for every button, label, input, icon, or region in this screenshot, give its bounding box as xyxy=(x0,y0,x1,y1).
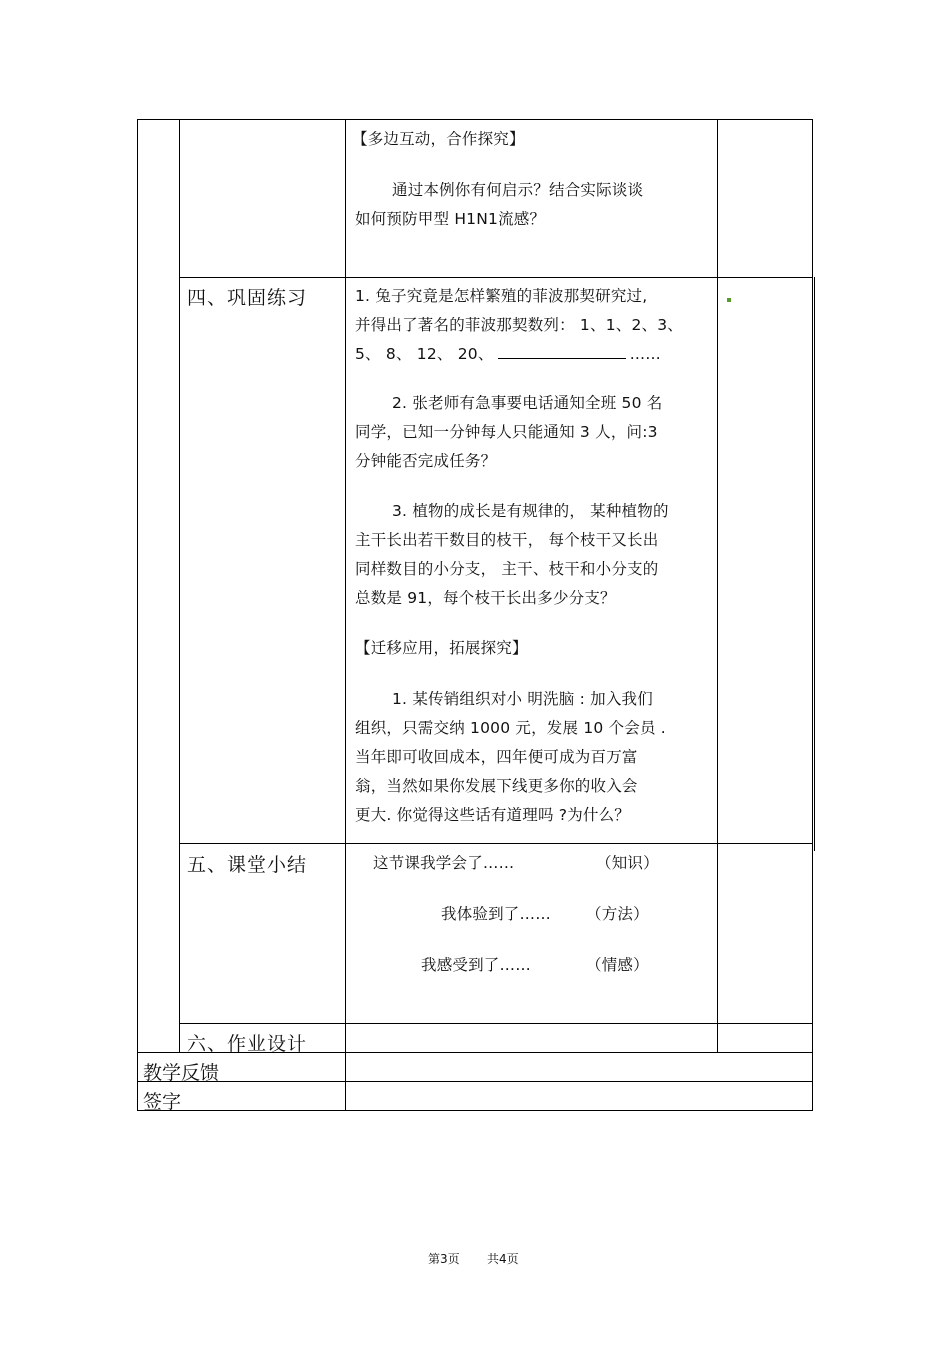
q3-line-2: 主干长出若干数目的枝干， 每个枝干又长出 xyxy=(355,531,659,549)
q1-line-3 xyxy=(355,340,661,369)
summary-tag-method: （方法） xyxy=(586,905,649,923)
green-mark xyxy=(727,298,731,302)
summary-tag-feeling: （情感） xyxy=(586,956,649,974)
summary-item-feeling: 我感受到了…… xyxy=(421,956,531,974)
sign-label: 签字 xyxy=(143,1091,182,1113)
q3-line-4: 总数是 91，每个枝干长出多少分支？ xyxy=(355,589,616,607)
q3-line-1: 3. 植物的成长是有规律的， 某种植物的 xyxy=(392,502,669,520)
q2-line-2: 同学，已知一分钟每人只能通知 3 人，问:3 xyxy=(355,423,658,441)
feedback-label: 教学反馈 xyxy=(143,1062,220,1084)
interact-line-2: 如何预防甲型 H1N1流感？ xyxy=(355,210,546,228)
summary-item-knowledge: 这节课我学会了…… xyxy=(373,854,515,872)
summary-tag-knowledge: （知识） xyxy=(596,854,659,872)
page-number: 第3页 xyxy=(428,1252,460,1266)
interact-heading: 【多边互动，合作探究】 xyxy=(352,130,525,148)
q1-sequence: 5、 8、 12、 20、 xyxy=(355,345,494,363)
transfer-line-4: 翁，当然如果你发展下线更多你的收入会 xyxy=(355,777,638,795)
transfer-line-1: 1. 某传销组织对小 明洗脑 : 加入我们 xyxy=(392,690,653,708)
summary-item-method: 我体验到了…… xyxy=(441,905,551,923)
transfer-line-2: 组织，只需交纳 1000 元，发展 10 个会员 . xyxy=(355,719,666,737)
summary-title: 五、课堂小结 xyxy=(187,854,308,876)
q1-line-1: 1. 兔子究竟是怎样繁殖的菲波那契研究过, xyxy=(355,287,648,305)
q3-line-3: 同样数目的小分支， 主干、枝干和小分支的 xyxy=(355,560,659,578)
practice-title: 四、巩固练习 xyxy=(187,287,308,309)
q1-line-2: 并得出了著名的菲波那契数列： 1、1、2、3、 xyxy=(355,316,683,334)
q2-line-1: 2. 张老师有急事要电话通知全班 50 名 xyxy=(392,394,663,412)
page-total: 共4页 xyxy=(487,1252,519,1266)
interact-line-1: 通过本例你有何启示？结合实际谈谈 xyxy=(392,181,644,199)
q2-line-3: 分钟能否完成任务？ xyxy=(355,452,497,470)
transfer-line-3: 当年即可收回成本，四年便可成为百万富 xyxy=(355,748,638,766)
transfer-heading: 【迁移应用，拓展探究】 xyxy=(355,639,528,657)
transfer-line-5: 更大. 你觉得这些话有道理吗 ?为什么？ xyxy=(355,806,631,824)
homework-title: 六、作业设计 xyxy=(187,1033,308,1055)
q1-ellipsis: …… xyxy=(629,345,661,363)
answer-blank xyxy=(498,342,626,359)
